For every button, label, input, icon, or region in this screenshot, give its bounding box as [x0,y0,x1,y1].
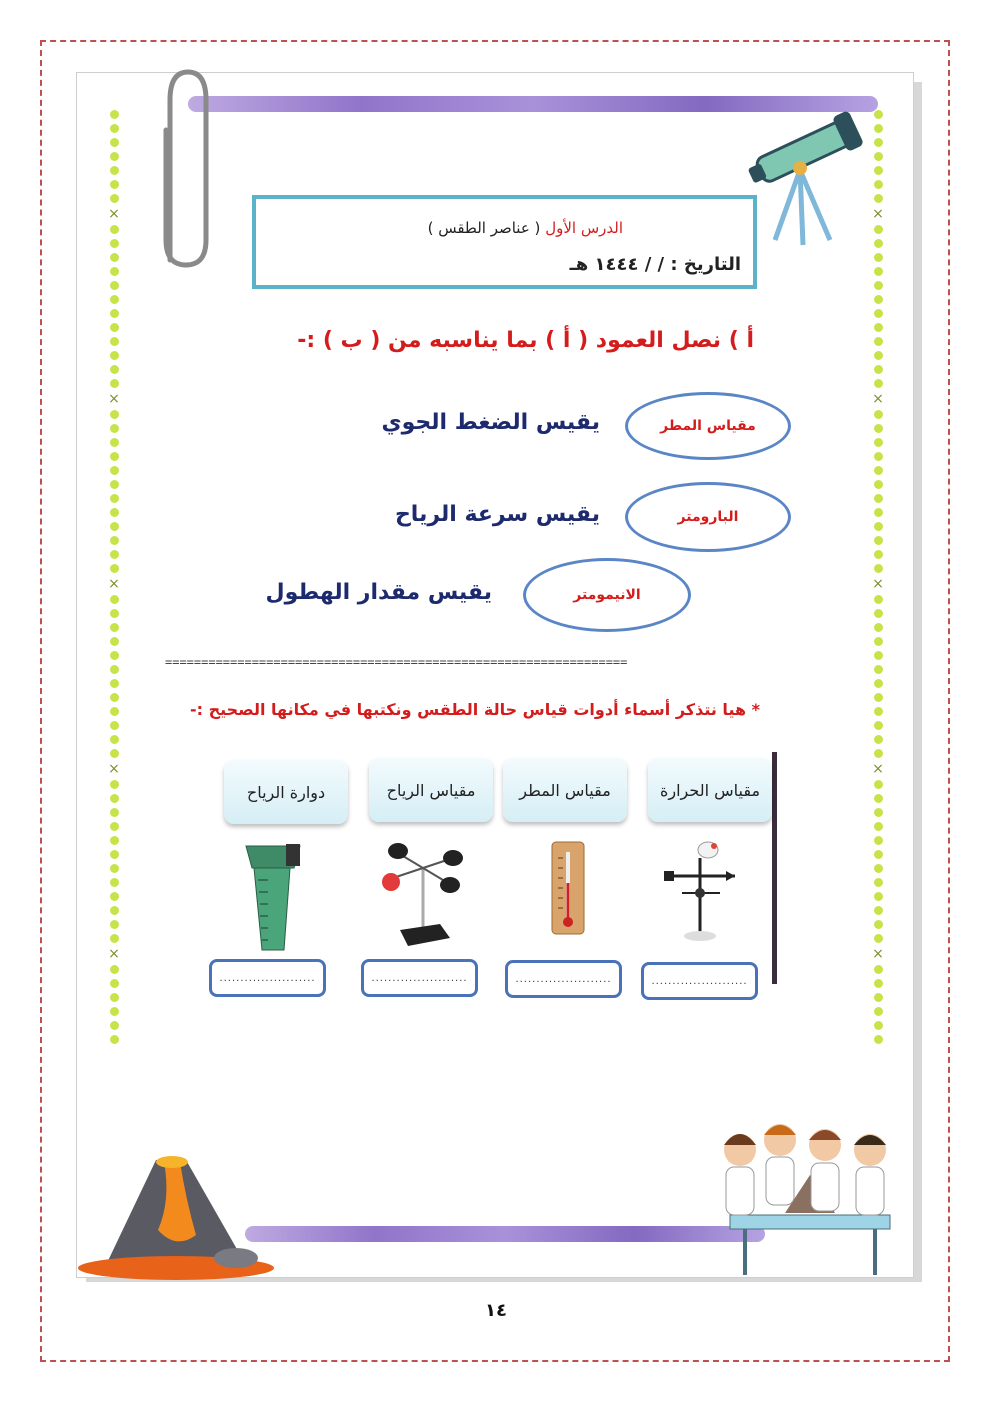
lesson-title [428,219,623,237]
separator-line: ================================================================ [165,655,628,669]
section-b-instruction: * هيا نتذكر أسماء أدوات قياس حالة الطقس ونكتبها في مكانها الصحيح :- [189,700,760,719]
thermometer-icon [548,838,588,938]
answer-box-1[interactable]: ....................... [641,962,758,1000]
page-number: ١٤ [485,1300,507,1321]
answer-box-2[interactable]: ....................... [505,960,622,998]
strip-edge [772,752,777,984]
term-oval-1: مقياس المطر [625,392,791,460]
lesson-topic: ( عناصر الطقس ) [427,219,541,237]
paperclip-icon [140,60,220,280]
tool-label-anemometer: مقياس الرياح [369,758,493,822]
answer-box-4[interactable]: ....................... [209,959,326,997]
answer-box-3[interactable]: ....................... [361,959,478,997]
bottom-brush-stroke [245,1226,765,1242]
tool-label-thermometer: مقياس الحرارة [648,758,772,822]
date-line: التاريخ : / / ١٤٤٤ هـ [569,254,741,275]
anemometer-icon [378,838,468,948]
weather-vane-icon [660,838,740,943]
section-a-heading: أ ) نصل العمود ( أ ) بما يناسبه من ( ب ) :- [297,328,754,353]
definition-3: يقيس مقدار الهطول [265,580,492,605]
definition-1: يقيس الضغط الجوي [381,410,600,435]
rain-gauge-icon [238,840,308,955]
left-dot-border: × × × × × [108,110,120,1049]
right-dot-border: × × × × × [872,110,884,1049]
lesson-label: الدرس الأول [545,219,623,237]
tool-label-weather-vane: دوارة الرياح [224,760,348,824]
children-scientists-icon [710,1115,900,1280]
volcano-icon [76,1140,276,1280]
definition-2: يقيس سرعة الرياح [394,502,600,527]
lesson-title-box [252,195,757,289]
term-oval-3: الانيمومتر [523,558,691,632]
tool-label-rain-gauge: مقياس المطر [503,758,627,822]
term-oval-2: البارومتر [625,482,791,552]
